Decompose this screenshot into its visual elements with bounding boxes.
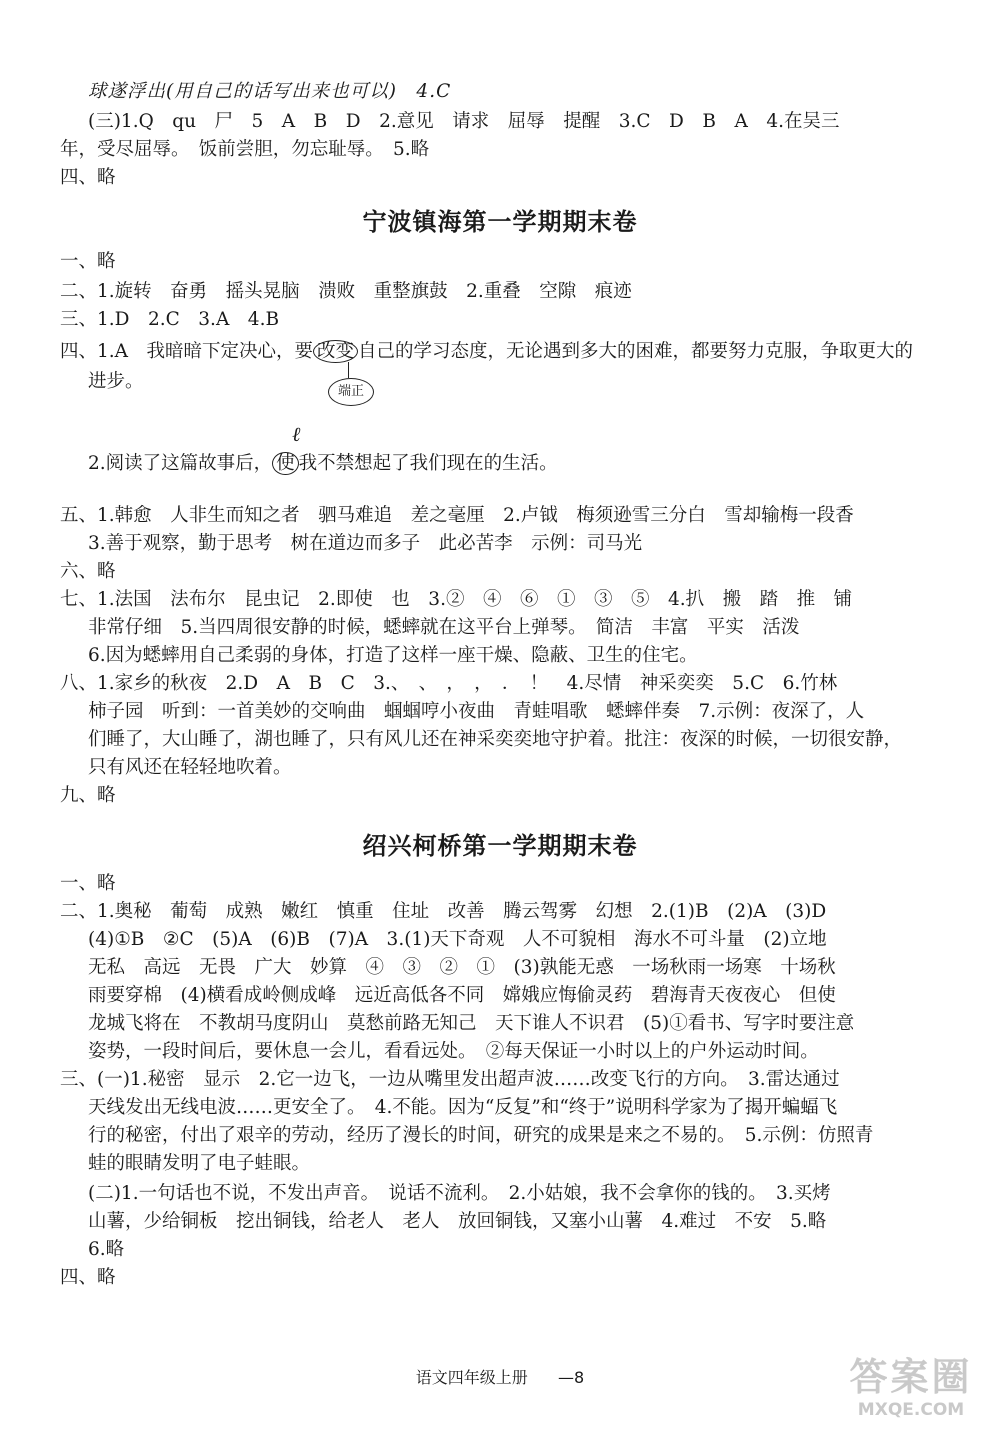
footer-subject: 语文四年级上册: [415, 1368, 528, 1387]
answer-text: 自己的学习态度，无论遇到多大的困难，都要努力克服，争取更大的: [358, 341, 914, 362]
answer-line: 二、1.奥秘 葡萄 成熟 嫩红 慎重 住址 改善 腾云驾雾 幻想 2.(1)B (2)A (3)D: [60, 901, 827, 922]
answer-line: 五、1.韩愈 人非生而知之者 驷马难追 差之毫厘 2.卢钺 梅须逊雪三分白 雪却输梅一段香: [60, 505, 854, 526]
answer-line: 龙城飞将在 不教胡马度阴山 莫愁前路无知己 天下谁人不识君 (5)①看书、写字时要注意: [88, 1013, 855, 1034]
answer-line: 三、1.D 2.C 3.A 4.B: [60, 309, 280, 330]
answer-line: 进步。: [88, 371, 144, 392]
answer-line-with-correction: [60, 338, 940, 366]
answer-line: (三)1.Q qu 尸 5 A B D 2.意见 请求 屈辱 提醒 3.C D B A 4.在吴三: [88, 111, 840, 132]
circled-word: 使: [272, 452, 299, 475]
circled-word: 改变: [313, 340, 358, 363]
answer-line: 七、1.法国 法布尔 昆虫记 2.即使 也 3.② ④ ⑥ ① ③ ⑤ 4.扒 搬 踏 推 铺: [60, 589, 853, 610]
answer-line: (二)1.一句话也不说，不发出声音。 说话不流利。 2.小姑娘，我不会拿你的钱的。 3.买烤: [88, 1183, 831, 1204]
watermark-logo: [836, 1354, 986, 1430]
answer-line: 年，受尽屈辱。 饭前尝胆，勿忘耻辱。 5.略: [60, 139, 430, 160]
deletion-mark-icon: ℓ: [292, 422, 301, 446]
answer-line: 球遂浮出(用自己的话写出来也可以) 4.C: [88, 81, 452, 102]
answer-line: 无私 高远 无畏 广大 妙算 ④ ③ ② ① (3)孰能无惑 一场秋雨一场寒 十场秋: [88, 957, 836, 978]
section-title: 绍兴柯桥第一学期期末卷: [362, 832, 638, 860]
answer-line: 们睡了，大山睡了，湖也睡了，只有风儿还在神采奕奕地守护着。批注：夜深的时候，一切很安静，: [88, 729, 903, 750]
answer-line: 二、1.旋转 奋勇 摇头晃脑 溃败 重整旗鼓 2.重叠 空隙 痕迹: [60, 281, 632, 302]
answer-line: 姿势，一段时间后，要休息一会儿，看看远处。 ②每天保证一小时以上的户外运动时间。: [88, 1041, 819, 1062]
watermark-url: MXQE.COM: [857, 1400, 965, 1420]
answer-line: 天线发出无线电波……更安全了。 4.不能。因为“反复”和“终于”说明科学家为了揭开蝙蝠飞: [88, 1097, 838, 1118]
answer-line: 柿子园 听到：一首美妙的交响曲 蝈蝈哼小夜曲 青蛙唱歌 蟋蟀伴奏 7.示例：夜深了，人: [88, 701, 865, 722]
answer-line-with-correction: [88, 450, 940, 478]
answer-line: 四、略: [60, 1267, 116, 1288]
answer-line: 六、略: [60, 561, 116, 582]
answer-line: 6.略: [88, 1239, 125, 1260]
answer-line: 行的秘密，付出了艰辛的劳动，经历了漫长的时间，研究的成果是来之不易的。 5.示例：仿照青: [88, 1125, 874, 1146]
answer-line: 一、略: [60, 251, 116, 272]
page-number: —8: [558, 1368, 585, 1387]
answer-text: 我不禁想起了我们现在的生活。: [298, 453, 558, 474]
watermark-logo-text: 答案圈: [849, 1355, 973, 1399]
answer-line: 八、1.家乡的秋夜 2.D A B C 3.、 、 ， ， ． ！ 4.尽情 神采奕奕 5.C 6.竹林: [60, 673, 838, 694]
answer-line: 雨要穿棉 (4)横看成岭侧成峰 远近高低各不同 嫦娥应悔偷灵药 碧海青天夜夜心 但使: [88, 985, 836, 1006]
answer-line: 只有风还在轻轻地吹着。: [88, 757, 292, 778]
answer-line: 一、略: [60, 873, 116, 894]
answer-line: 山薯，少给铜板 挖出铜钱，给老人 老人 放回铜钱，又塞小山薯 4.难过 不安 5.略: [88, 1211, 827, 1232]
answer-line: 非常仔细 5.当四周很安静的时候，蟋蟀就在这平台上弹琴。 简洁 丰富 平实 活泼: [88, 617, 800, 638]
answer-line: 3.善于观察，勤于思考 树在道边而多子 此必苦李 示例：司马光: [88, 533, 643, 554]
answer-line: 蛙的眼睛发明了电子蛙眼。: [88, 1153, 311, 1174]
answer-line: 三、(一)1.秘密 显示 2.它一边飞，一边从嘴里发出超声波……改变飞行的方向。 3.雷达通过: [60, 1069, 840, 1090]
correction-connector: [348, 362, 349, 378]
answer-text: 四、1.A 我暗暗下定决心，要: [60, 341, 314, 362]
section-title: 宁波镇海第一学期期末卷: [362, 208, 638, 236]
answer-line: 九、略: [60, 785, 116, 806]
correction-bubble: 端正: [328, 378, 374, 406]
answer-line: 四、略: [60, 167, 116, 188]
answer-text: 2.阅读了这篇故事后，: [88, 453, 273, 474]
answer-line: (4)①B ②C (5)A (6)B (7)A 3.(1)天下奇观 人不可貌相 海水不可斗量 (2)立地: [88, 929, 827, 950]
answer-line: 6.因为蟋蟀用自己柔弱的身体，打造了这样一座干燥、隐蔽、卫生的住宅。: [88, 645, 698, 666]
